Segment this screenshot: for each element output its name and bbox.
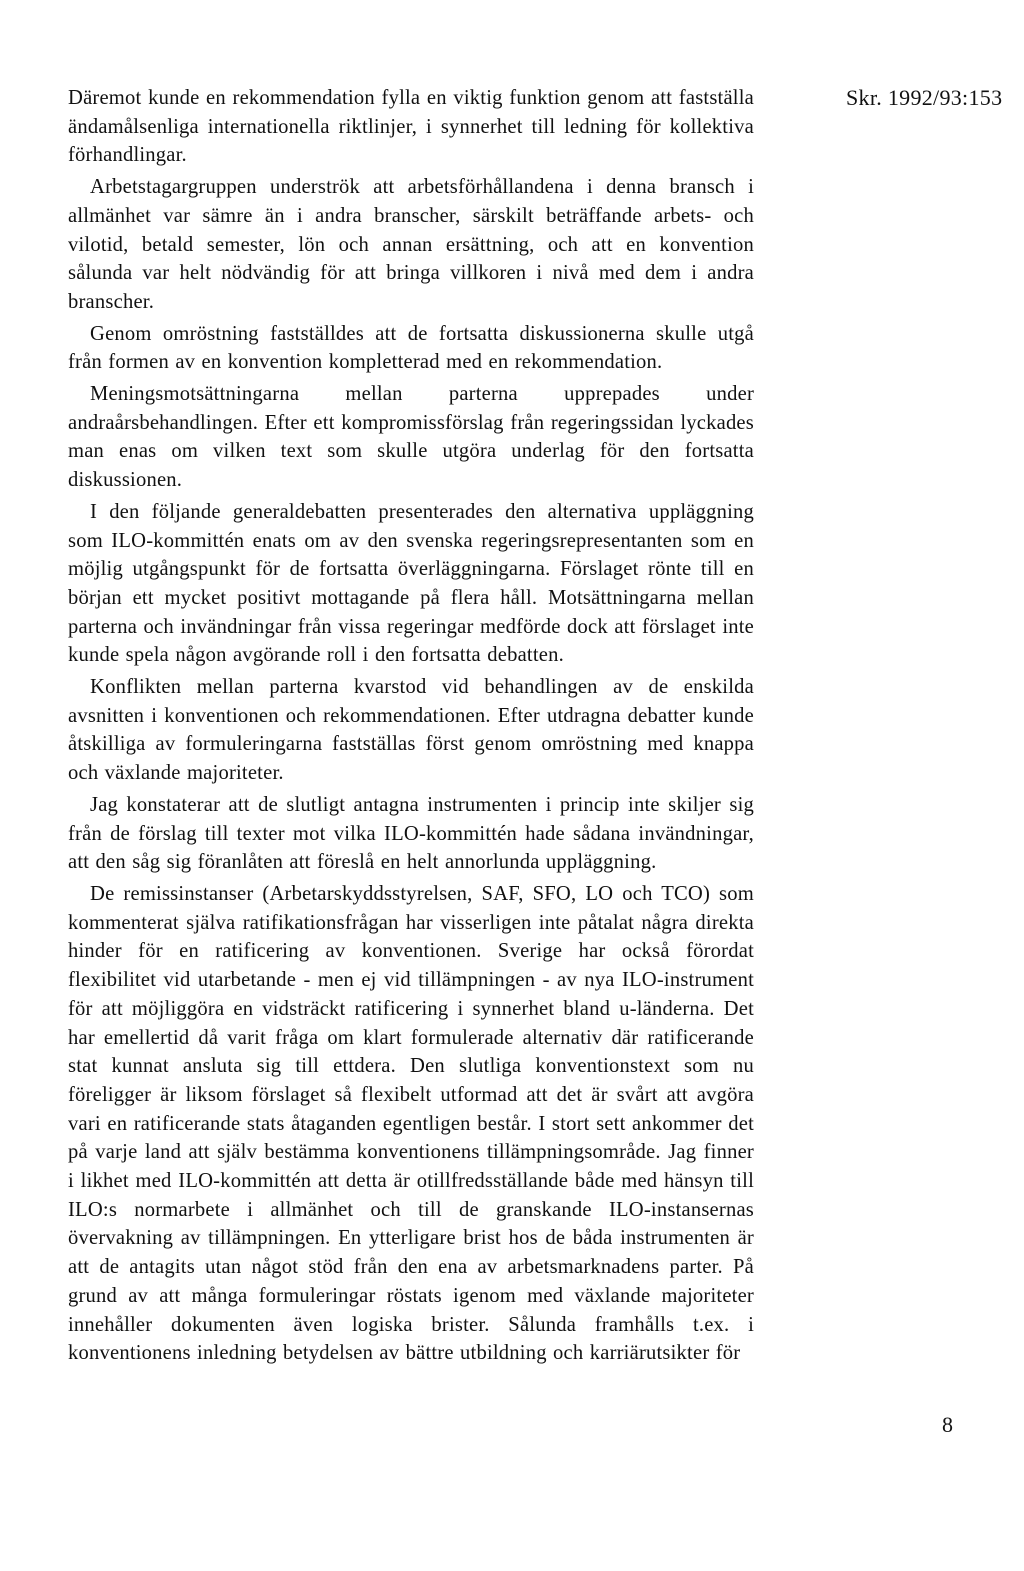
paragraph: Arbetstagargruppen underströk att arbetsförhållandena i denna bransch i allmänhet var sämre än i andra branscher, särskilt beträffande arbets- och vilotid, betald semester, lön och annan ersättning, och att en konvention sålunda var helt nödvändig för att bringa villkoren i nivå med dem i andra branscher. [68, 176, 754, 313]
paragraph: Meningsmotsättningarna mellan parterna upprepades under andraårsbehandlingen. Efter ett kompromissförslag från regeringssidan lyckades man enas om vilken text som skulle utgöra underlag för den fortsatta diskussionen. [68, 383, 754, 492]
paragraph: Konflikten mellan parterna kvarstod vid behandlingen av de enskilda avsnitten i konventionen och rekommendationen. Efter utdragna debatter kunde åtskilliga av formuleringarna fastställas först genom omröstning med knappa och växlande majoriteter. [68, 676, 754, 785]
paragraph: Däremot kunde en rekommendation fylla en viktig funktion genom att fastställa ändamålsenliga internationella riktlinjer, i synnerhet till ledning för kollektiva förhandlingar. [68, 87, 754, 167]
document-reference: Skr. 1992/93:153 [846, 85, 1003, 110]
paragraph: De remissinstanser (Arbetarskyddsstyrelsen, SAF, SFO, LO och TCO) som kommenterat själva ratifikationsfrågan har visserligen inte påtalat några direkta hinder för en ratificering av konventionen. Sverige har också förordat flexibilitet vid utarbetande - men ej vid tillämpningen - av nya ILO-instrument för att möjliggöra en vidsträckt ratificering i synnerhet bland u-länderna. Det har emellertid då varit fråga om klart formulerade alternativ där ratificerande stat kunnat ansluta sig till ettdera. Den slutliga konventionstext som nu föreligger är liksom förslaget så flexibelt utformad att det är svårt att avgöra vari en ratificerande stats åtaganden egentligen består. I stort sett ankommer det på varje land att själv bestämma konventionens tillämpningsområde. Jag finner i likhet med ILO-kommittén att detta är otillfredsställande både med hänsyn till ILO:s normarbete i allmänhet och till de granskande ILO-instansernas övervakning av tillämpningen. En ytterligare brist hos de båda instrumenten är att de antagits utan något stöd från den ena av arbetsmarknadens parter. På grund av att många formuleringar röstats igenom med växlande majoriteter innehåller dokumenten även logiska brister. Sålunda framhålls t.ex. i konventionens inledning betydelsen av bättre utbildning och karriärutsikter för [68, 882, 754, 1365]
body-text [68, 84, 754, 1371]
paragraph: I den följande generaldebatten presenterades den alternativa uppläggning som ILO-kommittén enats om av den svenska regeringsrepresentanten som en möjlig utgångspunkt för de fortsatta överläggningarna. Förslaget rönte till en början ett mycket positivt mottagande på flera håll. Motsättningarna mellan parterna och invändningar från vissa regeringar medförde dock att förslaget inte kunde spela någon avgörande roll i den fortsatta debatten. [68, 500, 754, 667]
paragraph: Genom omröstning fastställdes att de fortsatta diskussionerna skulle utgå från formen av en konvention kompletterad med en rekommendation. [68, 322, 754, 374]
page-number: 8 [942, 1412, 953, 1437]
paragraph: Jag konstaterar att de slutligt antagna instrumenten i princip inte skiljer sig från de förslag till texter mot vilka ILO-kommittén hade sådana invändningar, att den såg sig föranlåten att föreslå en helt annorlunda uppläggning. [68, 793, 754, 874]
